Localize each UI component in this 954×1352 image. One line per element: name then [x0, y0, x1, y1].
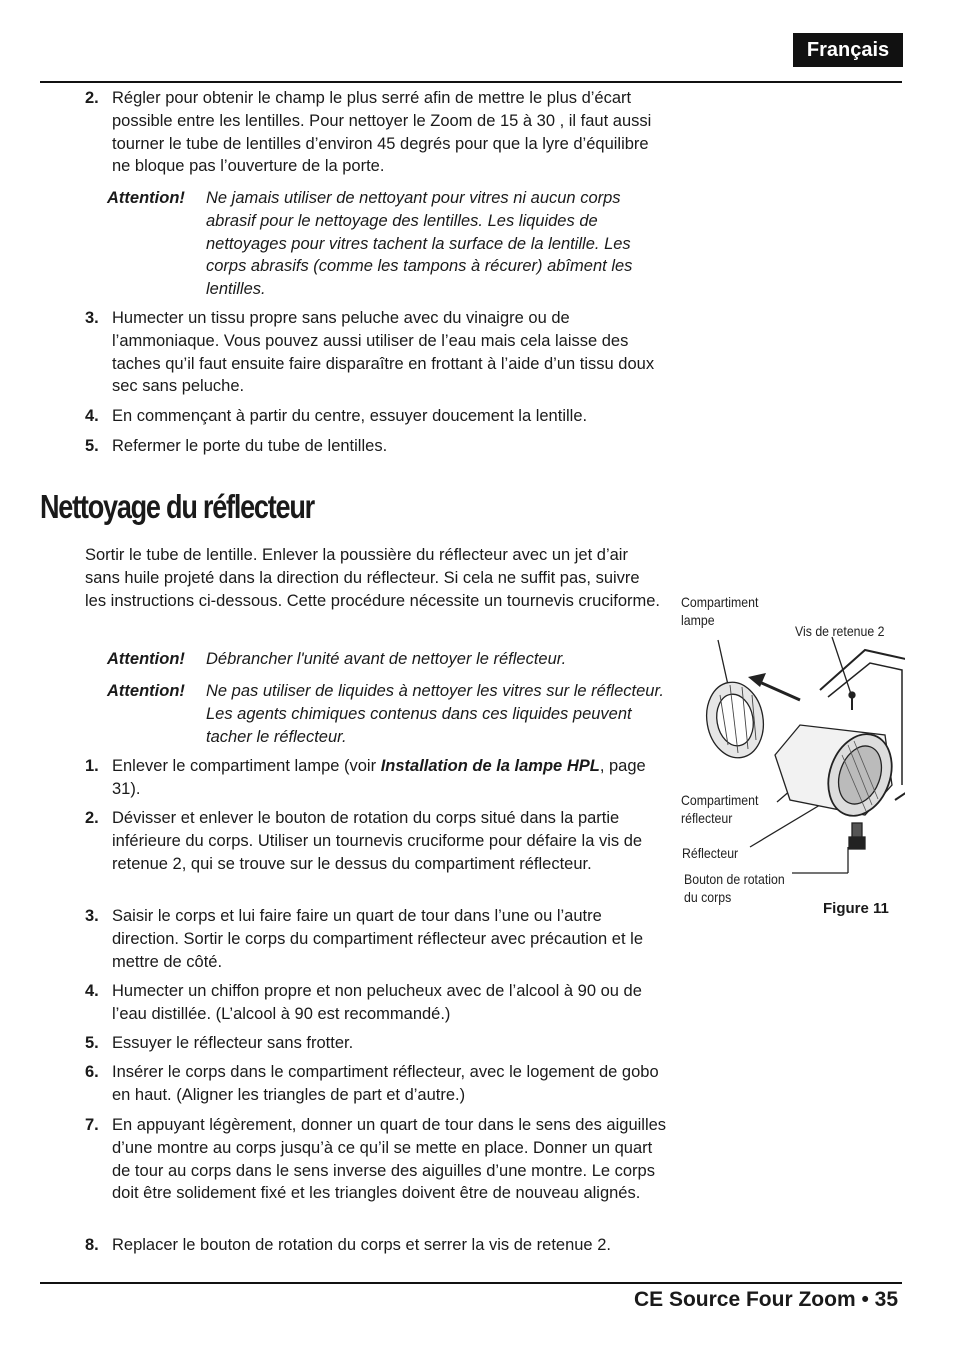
attention-lens — [107, 187, 667, 301]
step-text: Humecter un chiffon propre et non pelucheux avec de l’alcool à 90 ou de l’eau distillée. (L’alcool à 90 est recommandé.) — [112, 982, 642, 1023]
step-4-reflector — [85, 980, 670, 1026]
step-text: Essuyer le réflecteur sans frotter. — [112, 1034, 354, 1052]
cross-reference: Installation de la lampe HPL — [380, 757, 600, 775]
attention-text: Ne pas utiliser de liquides à nettoyer les vitres sur le réflecteur. Les agents chimiques contenus dans ces liquides peuvent tacher le réflecteur. — [206, 682, 664, 746]
step-number: 3. — [85, 907, 99, 925]
step-text: En commençant à partir du centre, essuyer doucement la lentille. — [112, 407, 588, 425]
step-text: Saisir le corps et lui faire faire un quart de tour dans l’une ou l’autre direction. Sortir le corps du compartiment réflecteur avec précaution et le mettre de côté. — [112, 907, 643, 971]
step-2-lens — [85, 87, 670, 178]
step-text — [112, 755, 670, 801]
step-1-reflector — [85, 755, 670, 801]
step-text: Replacer le bouton de rotation du corps et serrer la vis de retenue 2. — [112, 1236, 611, 1254]
step-text-post: , page 31). — [112, 757, 646, 798]
step-number: 8. — [85, 1236, 99, 1254]
step-number: 7. — [85, 1116, 99, 1134]
step-3-lens — [85, 307, 670, 398]
step-number: 2. — [85, 809, 99, 827]
label-retaining-screw: Vis de retenue 2 — [795, 623, 885, 639]
step-number: 4. — [85, 982, 99, 1000]
step-3-reflector — [85, 905, 670, 973]
step-7-reflector — [85, 1114, 670, 1205]
step-4-lens — [85, 405, 670, 428]
step-number: 5. — [85, 1034, 99, 1052]
step-number: 4. — [85, 407, 99, 425]
step-text: En appuyant légèrement, donner un quart de tour dans le sens des aiguilles d’une montre au corps jusqu’à ce qu’il se mette en place. Donner un quart de tour au corps dans le sens inverse des aiguilles d’une montre. Le corps doit être solidement fixé et les triangles doivent être de nouveau alignés. — [112, 1116, 667, 1203]
top-rule — [40, 81, 902, 83]
attention-text: Ne jamais utiliser de nettoyant pour vitres ni aucun corps abrasif pour le nettoyage des lentilles. Les liquides de nettoyages pour vitres tachent la surface de la lentille. Les corps abrasifs (comme les tampons à récurer) abîment les lentilles. — [206, 189, 633, 299]
step-2-reflector — [85, 807, 670, 875]
step-number: 2. — [85, 89, 99, 107]
label-lamp-housing: Compartiment lampe — [681, 594, 759, 628]
attention-label: Attention! — [107, 650, 185, 668]
step-5-lens — [85, 435, 670, 458]
figure-caption: Figure 11 — [823, 900, 889, 917]
attention-unplug — [107, 648, 667, 671]
page-footer: CE Source Four Zoom • 35 — [633, 1288, 898, 1311]
step-text: Humecter un tissu propre sans peluche avec du vinaigre ou de l’ammoniaque. Vous pouvez aussi utiliser de l’eau mais cela laisse des taches qu’il faut ensuite faire disparaître en frottant à l’aide d’un tissu doux sec sans peluche. — [112, 309, 655, 396]
step-number: 6. — [85, 1063, 99, 1081]
bottom-rule — [40, 1282, 902, 1284]
step-text: Dévisser et enlever le bouton de rotation du corps situé dans la partie inférieure du corps. Utiliser un tournevis cruciforme pour défaire la vis de retenue 2, qui se trouve sur le dessus du compartiment réflecteur. — [112, 809, 643, 873]
step-8-reflector — [85, 1234, 670, 1257]
step-6-reflector — [85, 1061, 670, 1107]
step-text: Insérer le corps dans le compartiment réflecteur, avec le logement de gobo en haut. (Aligner les triangles de part et d’autre.) — [112, 1063, 659, 1104]
step-text: Refermer le porte du tube de lentilles. — [112, 437, 388, 455]
attention-text: Débrancher l'unité avant de nettoyer le réflecteur. — [206, 650, 567, 668]
step-number: 3. — [85, 309, 99, 327]
language-badge: Français — [793, 33, 903, 67]
step-number: 1. — [85, 757, 99, 775]
section-intro: Sortir le tube de lentille. Enlever la poussière du réflecteur avec un jet d’air sans huile projeté dans la direction du réflecteur. Si cela ne suffit pas, suivre les instructions ci-dessous. Cette procédure nécessite un tournevis cruciforme. — [85, 546, 661, 610]
label-rotation-knob: Bouton de rotation du corps — [684, 871, 785, 905]
reflector-illustration — [680, 585, 905, 885]
label-reflector-housing: Compartiment réflecteur — [681, 792, 759, 826]
attention-label: Attention! — [107, 189, 185, 207]
step-text-pre: Enlever le compartiment lampe (voir — [112, 757, 381, 775]
section-title: Nettoyage du réflecteur — [40, 488, 314, 525]
step-text: Régler pour obtenir le champ le plus serré afin de mettre le plus d’écart possible entre les lentilles. Pour nettoyer le Zoom de 15 à 30 , il faut aussi tourner le tube de lentilles d’environ 45 degrés pour que la lyre d’équilibre ne bloque pas l’ouverture de la porte. — [112, 89, 652, 176]
attention-liquids — [107, 680, 667, 748]
step-5-reflector — [85, 1032, 670, 1055]
attention-label: Attention! — [107, 682, 185, 700]
label-reflector: Réflecteur — [682, 845, 739, 861]
step-number: 5. — [85, 437, 99, 455]
